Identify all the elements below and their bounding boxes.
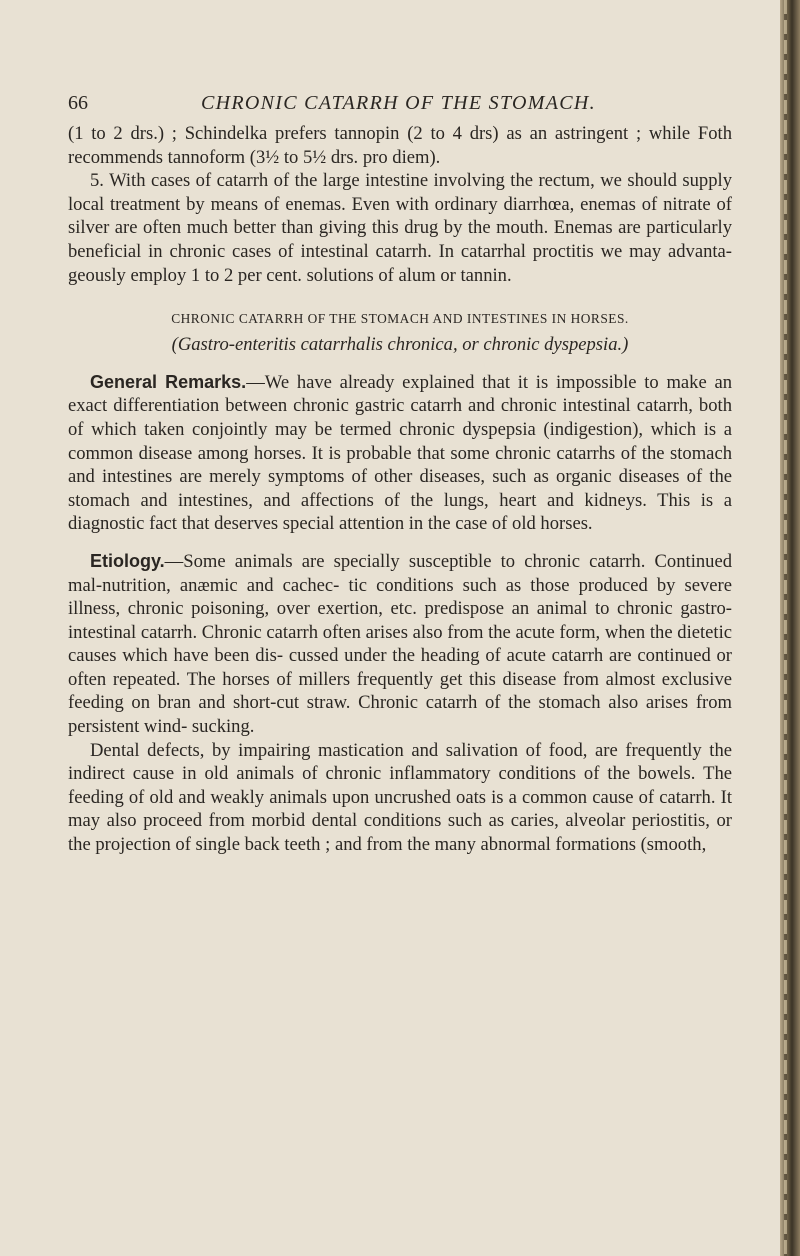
general-remarks-label: General Remarks. (90, 371, 247, 392)
etiology-label: Etiology. (90, 550, 165, 571)
running-head (68, 92, 728, 118)
section-heading: CHRONIC CATARRH OF THE STOMACH AND INTESTINES IN HORSES. (171, 311, 629, 327)
paragraph-enemas: 5. With cases of catarrh of the large intestine involving the rectum, we should supply local treatment by means of enemas. Even with ordinary diarrhœa, enemas of nitrate of silver are often much better than giving this drug by the mouth. Enemas are particularly beneficial in chronic cases of intestinal catarrh. In catarrhal proctitis we may advanta- geously employ 1 to 2 per cent. solutions of alum or tannin. (68, 170, 732, 286)
running-title: CHRONIC CATARRH OF THE STOMACH. (201, 92, 596, 114)
paragraph-dental-defects: Dental defects, by impairing mastication and salivation of food, are frequently the indirect cause in old animals of chronic inflammatory conditions of the bowels. The feeding of old and weakly animals upon uncrushed oats is a common cause of catarrh. It may also proceed from morbid dental conditions such as caries, alveolar periostitis, or the projection of single back teeth ; and from the many abnormal formations (smooth, (68, 739, 732, 856)
book-binding-edge (780, 0, 800, 1256)
paragraph-etiology (68, 550, 732, 739)
paragraph-general-remarks (68, 371, 732, 536)
general-remarks-text: —We have already explained that it is impossible to make an exact differentiation between chronic gastric catarrh and chronic intestinal catarrh, both of which taken conjointly may be termed chronic dyspepsia (indigestion), which is a common disease among horses. It is probable that some chronic catarrhs of the stomach and intestines are merely symptoms of other diseases, such as organic diseases of the stomach and intestines, and affections of the lungs, heart and kidneys. This is a diagnostic fact that deserves special attention in the case of old horses. (68, 371, 733, 535)
section-subtitle: (Gastro-enteritis catarrhalis chronica, or chronic dyspepsia.) (171, 334, 629, 356)
page-number: 66 (68, 92, 88, 114)
etiology-text: —Some animals are specially susceptible to chronic catarrh. Continued mal-nutrition, anæmic and cachec- tic conditions such as those produced by severe illness, chronic poisoning, over exertion, etc. predispose an animal to chronic gastro-intestinal catarrh. Chronic catarrh often arises also from the acute form, when the dietetic causes which have been dis- cussed under the heading of acute catarrh are continued or often repeated. The horses of millers frequently get this disease from almost exclusive feeding on bran and short-cut straw. Chronic catarrh of the stomach also arises from persistent wind- sucking. (68, 550, 732, 738)
page-body (68, 122, 732, 857)
paragraph-treatment-continued: (1 to 2 drs.) ; Schindelka prefers tannopin (2 to 4 drs) as an astringent ; while Foth recommends tannoform (3½ to 5½ drs. pro diem). (68, 123, 732, 168)
